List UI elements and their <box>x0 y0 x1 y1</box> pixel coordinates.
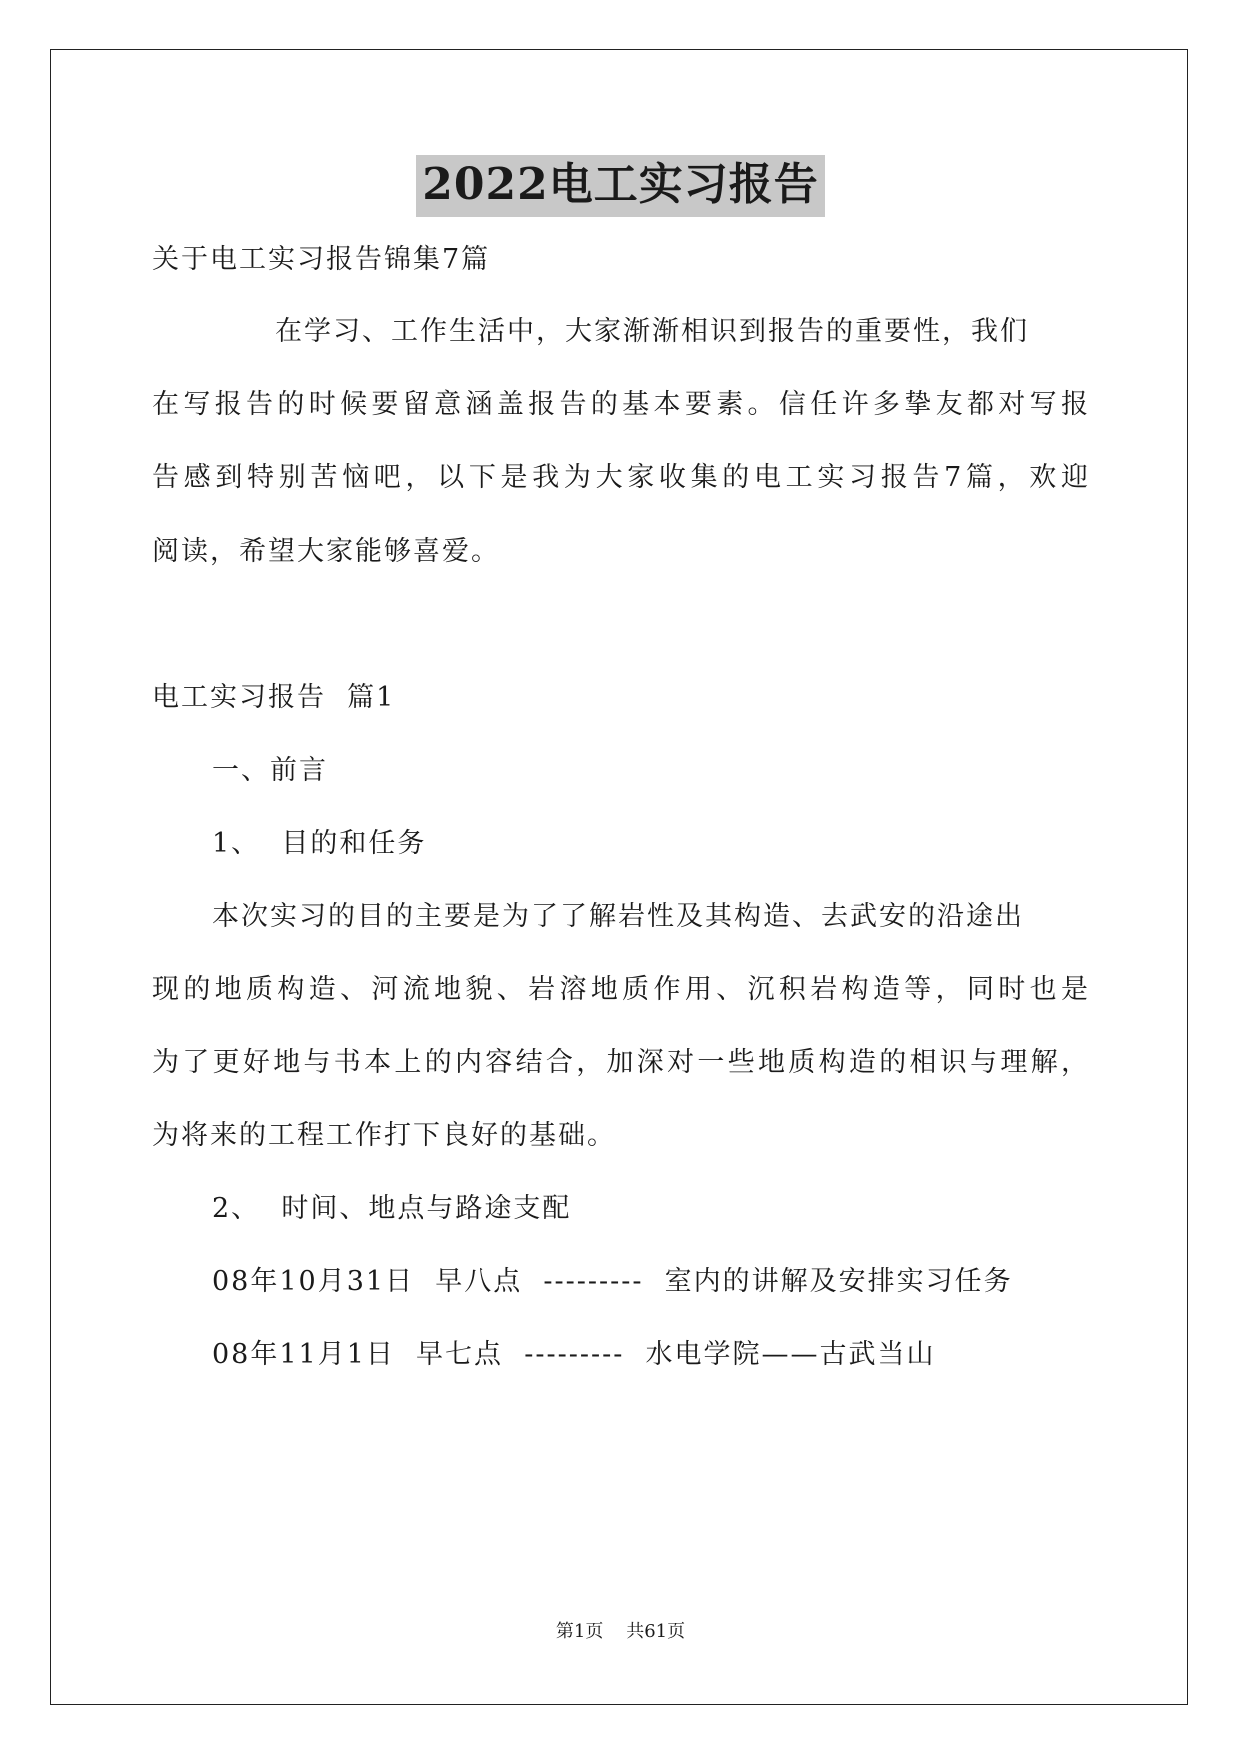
intro-line: 在写报告的时候要留意涵盖报告的基本要素。信任许多挚友都对写报 <box>152 389 1090 420</box>
intro-line: 在学习、工作生活中，大家渐渐相识到报告的重要性，我们 <box>275 316 1029 347</box>
section-heading: 电工实习报告 篇1 <box>152 682 396 713</box>
body-line: 本次实习的目的主要是为了了解岩性及其构造、去武安的沿途出 <box>212 901 1024 932</box>
page-border <box>50 49 1188 1705</box>
schedule-line: 08年10月31日 早八点 --------- 室内的讲解及安排实习任务 <box>212 1266 1013 1297</box>
intro-line: 阅读，希望大家能够喜爱。 <box>152 536 500 567</box>
page-footer: 第1页 共61页 <box>555 1621 686 1642</box>
body-line: 现的地质构造、河流地貌、岩溶地质作用、沉积岩构造等，同时也是 <box>152 974 1090 1005</box>
part-heading: 一、前言 <box>212 755 328 786</box>
body-line: 为将来的工程工作打下良好的基础。 <box>152 1120 616 1151</box>
item2-heading: 2、 时间、地点与路途支配 <box>212 1193 572 1224</box>
schedule-line: 08年11月1日 早七点 --------- 水电学院——古武当山 <box>212 1339 936 1370</box>
item1-heading: 1、 目的和任务 <box>212 828 427 859</box>
body-line: 为了更好地与书本上的内容结合，加深对一些地质构造的相识与理解， <box>152 1047 1090 1078</box>
document-title: 2022电工实习报告 <box>416 155 824 217</box>
title-wrap <box>0 155 1241 217</box>
document-subtitle: 关于电工实习报告锦集7篇 <box>152 244 491 275</box>
intro-line: 告感到特别苦恼吧，以下是我为大家收集的电工实习报告7篇，欢迎 <box>152 462 1090 493</box>
